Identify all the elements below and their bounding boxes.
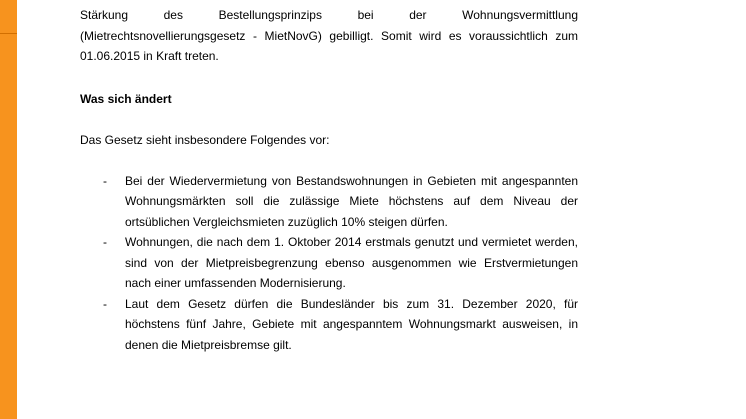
bullet-dash: - xyxy=(103,235,107,249)
bullet-text: Wohnungen, die nach dem 1. Oktober 2014 erstmals genutzt und vermietet werden, sind von der Mietpreisbegrenzung ebenso ausgenommen wie Erstvermietungen nach einer umfassenden Modernisierung. xyxy=(125,235,578,290)
document-body xyxy=(80,0,578,355)
intro-line-2: (Mietrechtsnovellierungsgesetz - MietNovG) gebilligt. Somit wird es voraussichtlich zum 01.06.2015 in Kraft treten. xyxy=(80,28,578,63)
intro-line-1: Stärkung des Bestellungsprinzips bei der Wohnungsvermittlung xyxy=(80,8,578,22)
section-heading: Was sich ändert xyxy=(80,91,172,106)
lead-paragraph: Das Gesetz sieht insbesondere Folgendes vor: xyxy=(80,133,330,147)
list-item xyxy=(80,232,578,294)
list-item xyxy=(80,171,578,233)
bullet-text: Bei der Wiedervermietung von Bestandswohnungen in Gebieten mit angespannten Wohnungsmärkten soll die zulässige Miete höchstens auf dem Niveau der ortsüblichen Vergleichsmieten zuzüglich 10% steigen dürfen. xyxy=(125,173,578,229)
bullet-list xyxy=(80,171,578,356)
bullet-dash: - xyxy=(103,296,107,311)
sidebar-divider xyxy=(0,33,17,34)
bullet-dash: - xyxy=(103,173,107,188)
list-item xyxy=(80,294,578,356)
bullet-text: Laut dem Gesetz dürfen die Bundesländer bis zum 31. Dezember 2020, für höchstens fünf Jahre, Gebiete mit angespanntem Wohnungsmarkt ausweisen, in denen die Mietpreisbremse gilt. xyxy=(125,296,578,352)
sidebar-accent-bar xyxy=(0,0,17,419)
